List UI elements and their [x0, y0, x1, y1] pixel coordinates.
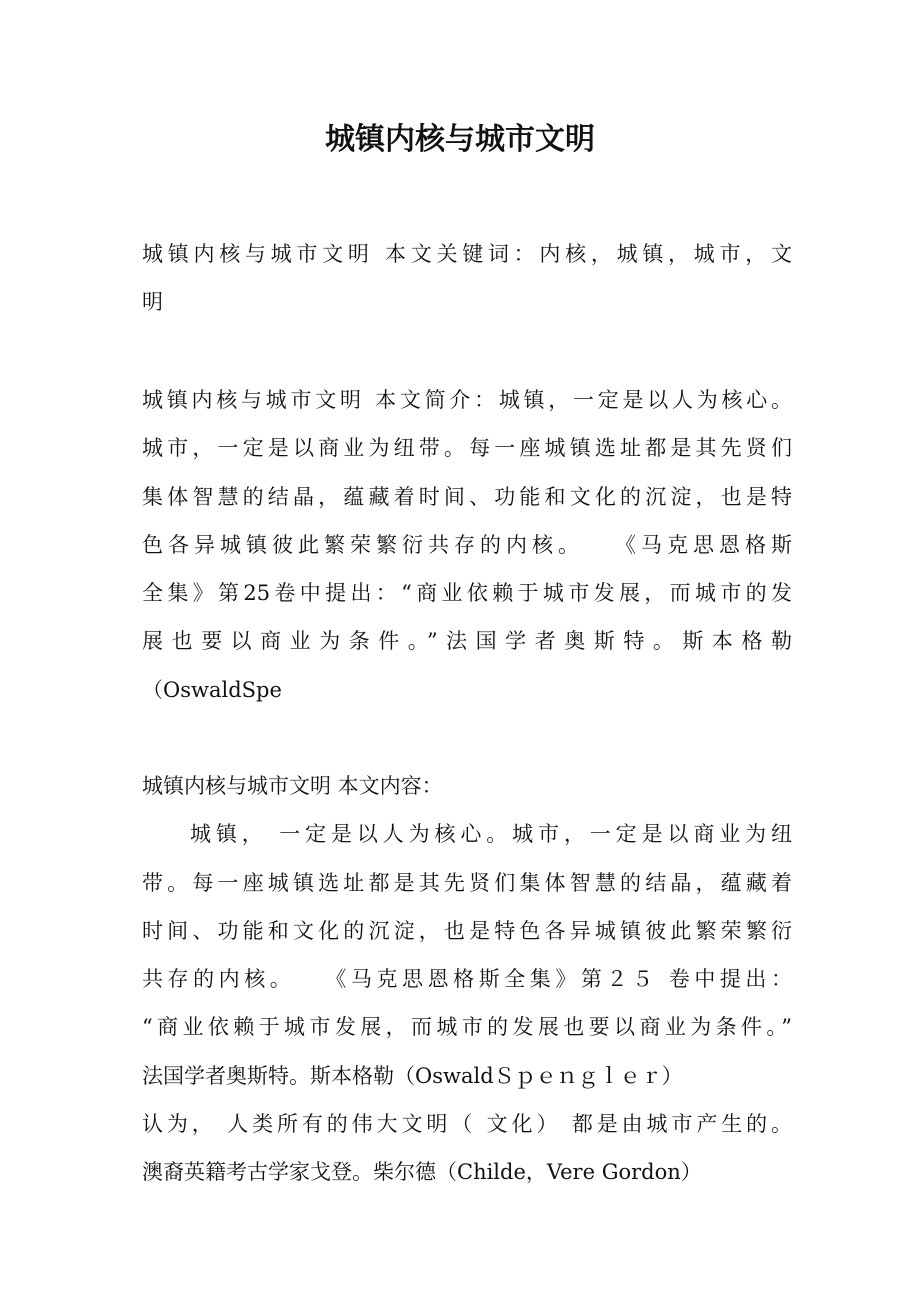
- content-line: “商业依赖于城市发展，而城市的发展也要以商业为条件。”: [142, 1015, 792, 1040]
- content-line: 带。每一座城镇选址都是其先贤们集体智慧的结晶，蕴藏着: [142, 870, 792, 895]
- summary-line: 全集》第25卷中提出：“商业依赖于城市发展，而城市的发: [142, 581, 792, 606]
- summary-paragraph: [142, 376, 792, 714]
- keywords-line: 城镇内核与城市文明 本文关键词：内核，城镇，城市，文: [142, 242, 792, 266]
- summary-line: 城镇内核与城市文明 本文简介：城镇，一定是以人为核心。: [142, 388, 792, 412]
- keywords-line: 明: [142, 290, 163, 315]
- content-heading: 城镇内核与城市文明 本文内容：: [142, 774, 443, 798]
- content-section: [142, 762, 792, 1197]
- content-line: 澳裔英籍考古学家戈登。柴尔德（Childe，Vere Gordon）: [142, 1160, 702, 1185]
- content-line: 城镇， 一定是以人为核心。城市，一定是以商业为纽: [190, 822, 792, 847]
- content-line: 法国学者奥斯特。斯本格勒（OswaldＳｐｅｎｇｌｅｒ）: [142, 1063, 683, 1088]
- content-line: 认为， 人类所有的伟大文明（ 文化） 都是由城市产生的。: [142, 1112, 792, 1137]
- content-line: 共存的内核。 《马克思恩格斯全集》第２５ 卷中提出：: [142, 967, 792, 992]
- summary-line: 展也要以商业为条件。”法国学者奥斯特。斯本格勒: [142, 629, 792, 654]
- summary-line: 色各异城镇彼此繁荣繁衍共存的内核。 《马克思恩格斯: [142, 532, 792, 557]
- content-line: 时间、功能和文化的沉淀，也是特色各异城镇彼此繁荣繁衍: [142, 918, 792, 943]
- summary-line: （OswaldSpe: [142, 677, 282, 702]
- summary-line: 城市，一定是以商业为纽带。每一座城镇选址都是其先贤们: [142, 436, 792, 461]
- summary-line: 集体智慧的结晶，蕴藏着时间、功能和文化的沉淀，也是特: [142, 484, 792, 509]
- document-title: 城镇内核与城市文明: [325, 122, 595, 157]
- keywords-paragraph: [142, 230, 792, 327]
